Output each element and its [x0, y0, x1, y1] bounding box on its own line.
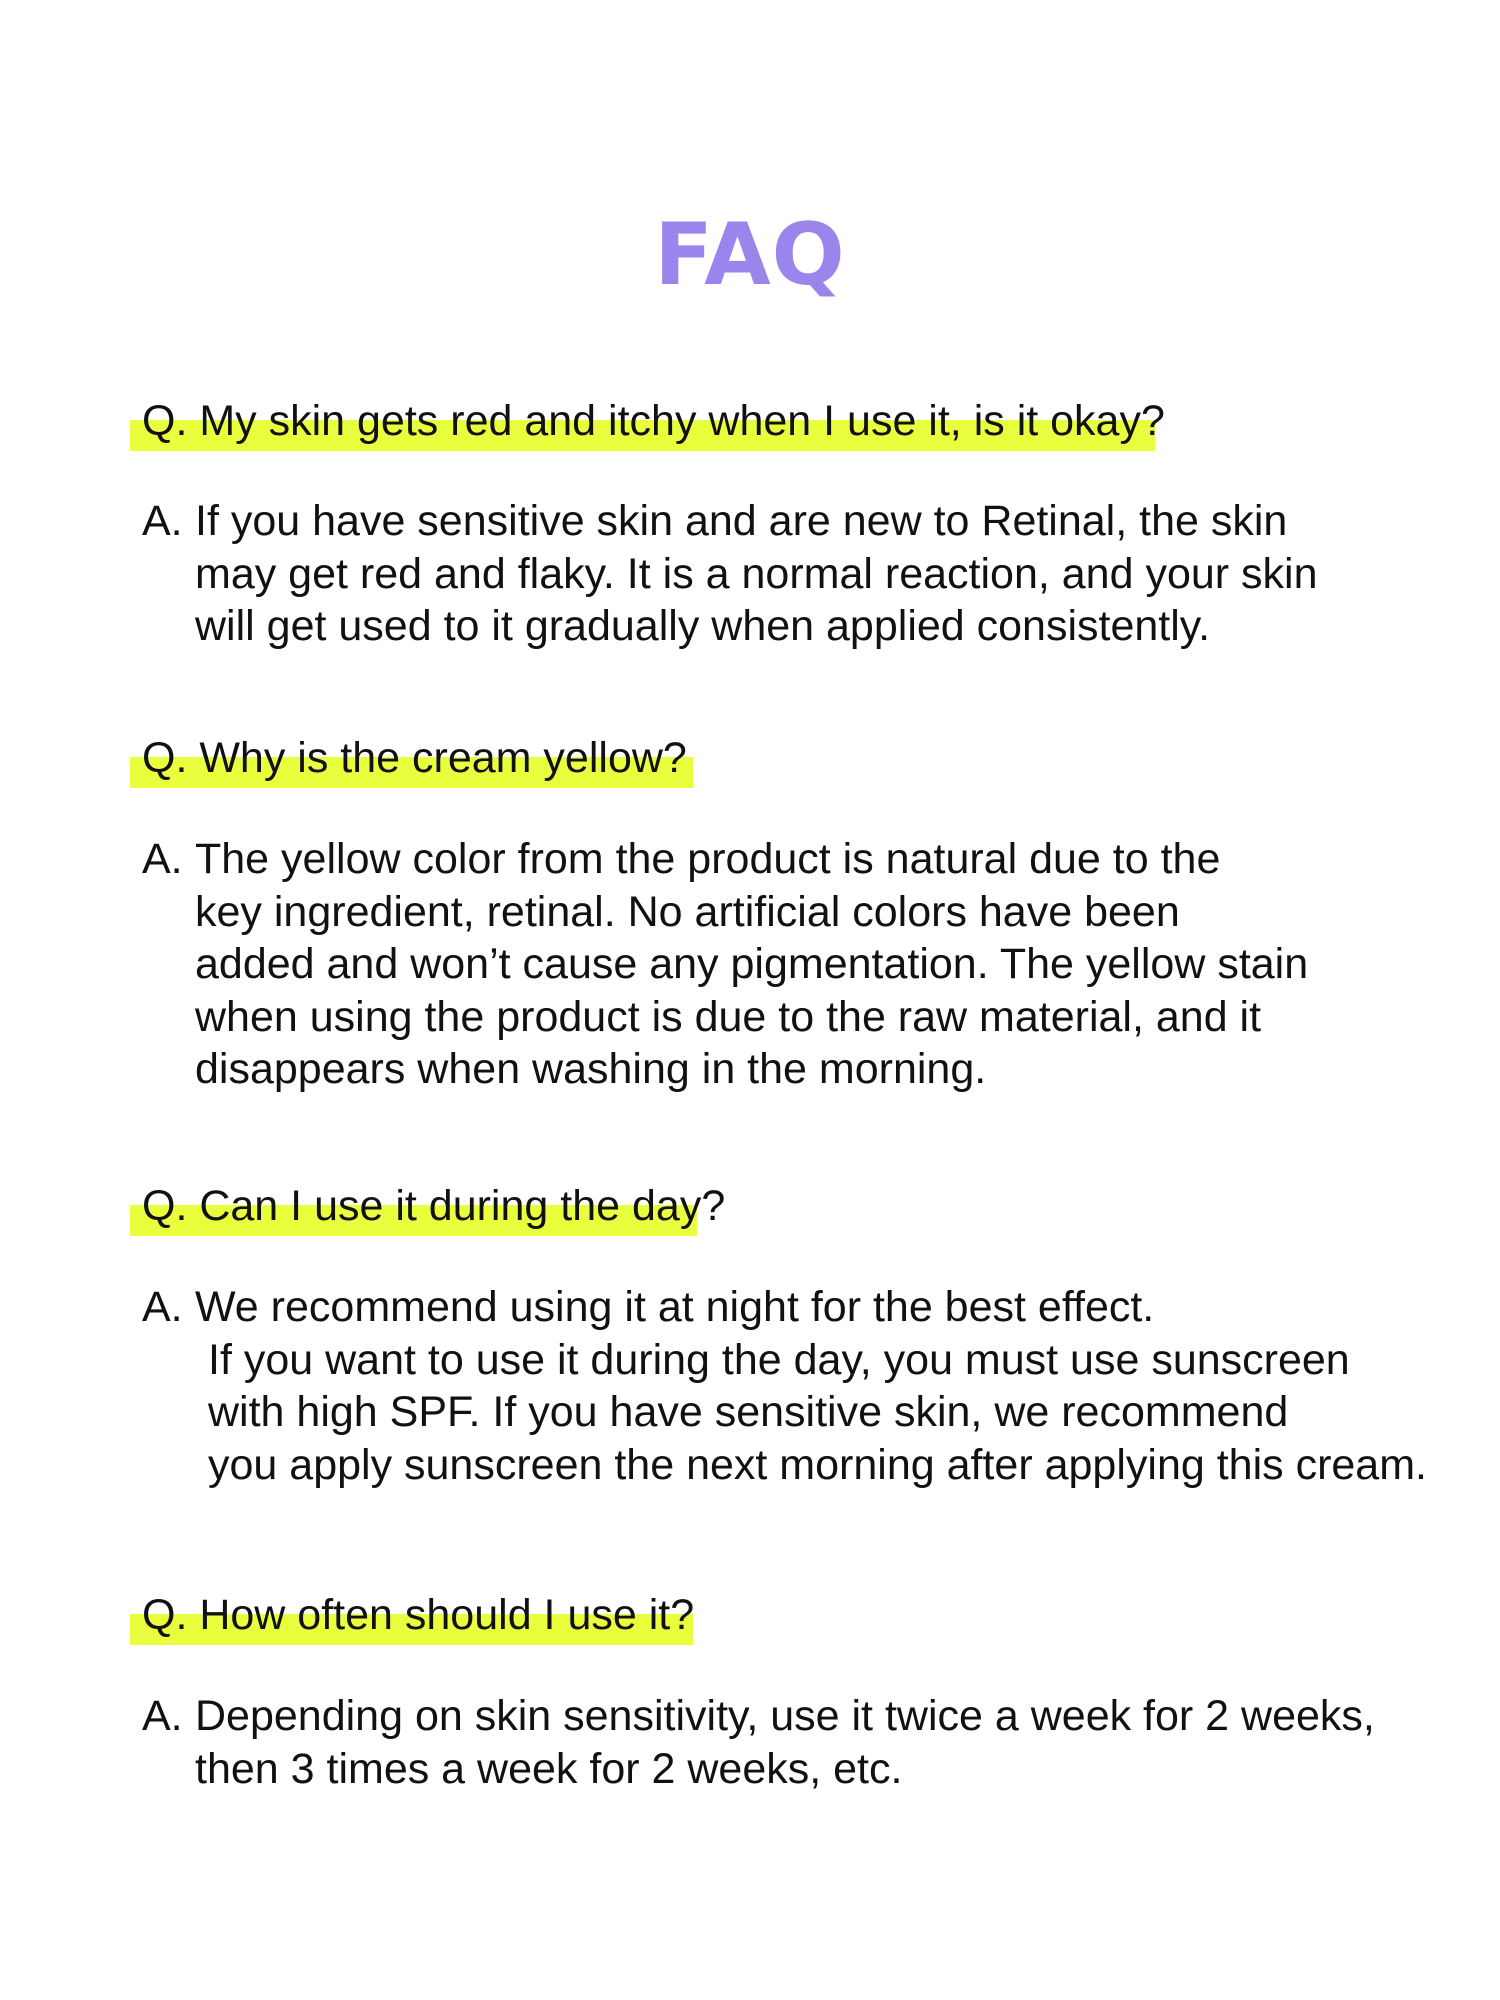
faq-question-2 — [130, 735, 693, 792]
answer-line: key ingredient, retinal. No artificial colors have been — [195, 887, 1180, 936]
answer-prefix: A. — [142, 497, 183, 545]
answer-line: with high SPF. If you have sensitive skin, we recommend — [208, 1388, 1289, 1436]
faq-question-1 — [130, 397, 1165, 455]
answer-line: We recommend using it at night for the best effect. — [195, 1283, 1155, 1331]
answer-prefix: A. — [142, 1283, 183, 1331]
answer-line: The yellow color from the product is natural due to the — [195, 835, 1221, 883]
answer-line: disappears when washing in the morning. — [195, 1045, 987, 1093]
question-text: Q. Can I use it during the day? — [142, 1182, 726, 1230]
faq-question-3 — [130, 1182, 726, 1240]
answer-line: If you have sensitive skin and are new to Retinal, the skin — [195, 497, 1288, 545]
answer-line: then 3 times a week for 2 weeks, etc. — [195, 1744, 903, 1793]
question-text: Q. Why is the cream yellow? — [142, 734, 687, 782]
answer-line: Depending on skin sensitivity, use it twice a week for 2 weeks, — [195, 1692, 1375, 1740]
answer-prefix: A. — [142, 1692, 183, 1740]
faq-question-4 — [130, 1592, 693, 1649]
answer-line: will get used to it gradually when applied consistently. — [195, 602, 1211, 650]
question-text: Q. How often should I use it? — [142, 1591, 695, 1639]
page-title: FAQ — [654, 205, 846, 305]
answer-line: when using the product is due to the raw material, and it — [195, 992, 1262, 1041]
answer-prefix: A. — [142, 835, 183, 883]
answer-line: If you want to use it during the day, you must use sunscreen — [208, 1335, 1350, 1384]
answer-line: added and won’t cause any pigmentation. The yellow stain — [195, 940, 1309, 988]
question-text: Q. My skin gets red and itchy when I use it, is it okay? — [142, 397, 1165, 445]
answer-line: may get red and flaky. It is a normal reaction, and your skin — [195, 549, 1318, 598]
answer-line: you apply sunscreen the next morning after applying this cream. — [208, 1440, 1427, 1489]
